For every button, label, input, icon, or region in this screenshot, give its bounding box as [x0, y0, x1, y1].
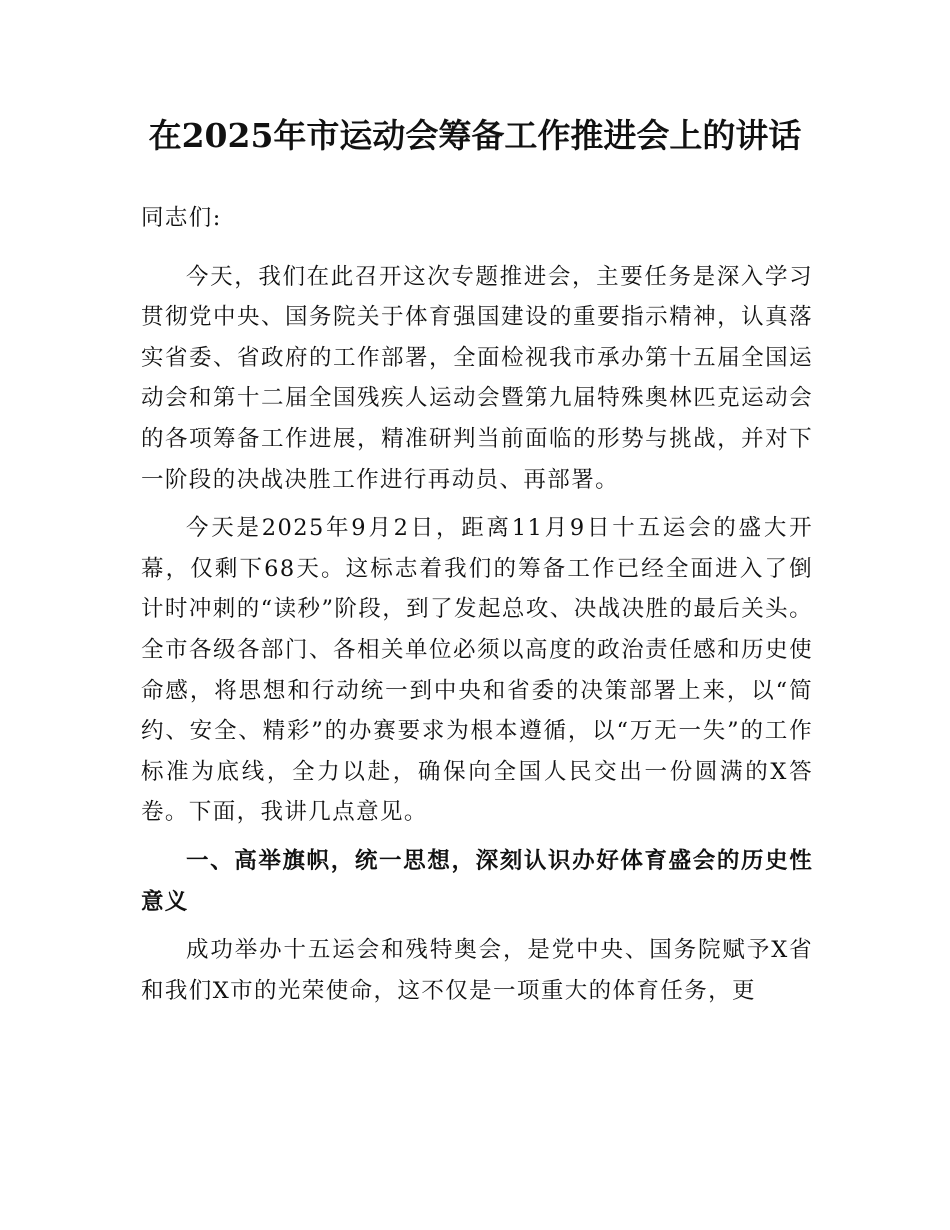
- document-title: 在2025年市运动会筹备工作推进会上的讲话: [148, 116, 802, 155]
- paragraph-countdown: 今天是2025年9月2日，距离11月9日十五运会的盛大开幕，仅剩下68天。这标志着我们的筹备工作已经全面进入了倒计时冲刺的“读秒”阶段，到了发起总攻、决战决胜的最后关头。全市各级各部门、各相关单位必须以高度的政治责任感和历史使命感，将思想和行动统一到中央和省委的决策部署上来，以“简约、安全、精彩”的办赛要求为根本遵循，以“万无一失”的工作标准为底线，全力以赴，确保向全国人民交出一份圆满的X答卷。下面，我讲几点意见。: [141, 515, 813, 826]
- paragraph-intro: 今天，我们在此召开这次专题推进会，主要任务是深入学习贯彻党中央、国务院关于体育强国建设的重要指示精神，认真落实省委、省政府的工作部署，全面检视我市承办第十五届全国运动会和第十二届全国残疾人运动会暨第九届特殊奥林匹克运动会的各项筹备工作进展，精准研判当前面临的形势与挑战，并对下一阶段的决战决胜工作进行再动员、再部署。: [141, 263, 813, 493]
- document-body: [141, 198, 813, 1019]
- section-paragraph: 成功举办十五运会和残特奥会，是党中央、国务院赋予X省和我们X市的光荣使命，这不仅是一项重大的体育任务，更: [141, 937, 813, 1004]
- greeting: 同志们:: [141, 205, 222, 231]
- section-heading: 一、高举旗帜，统一思想，深刻认识办好体育盛会的历史性意义: [141, 847, 813, 915]
